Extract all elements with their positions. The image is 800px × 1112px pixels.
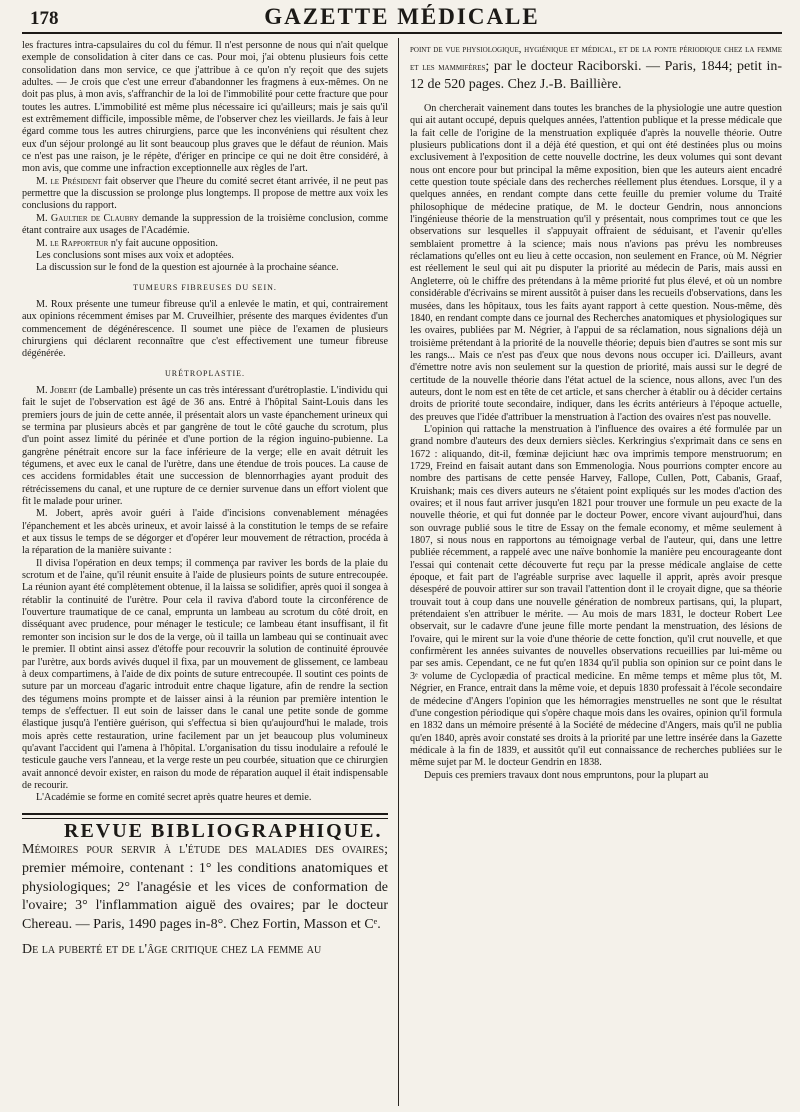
subheading: URÉTROPLASTIE. xyxy=(165,368,245,378)
page-header xyxy=(22,2,782,34)
speaker-name: M. le Rapporteur xyxy=(36,237,109,249)
column-divider xyxy=(398,38,399,1106)
paragraph: les fractures intra-capsulaires du col du fémur. Il n'est personne de nous qui n'ait quelque exemple de consolidation à citer dans ce cas. Pour moi, j'ai obtenu plusieurs fois cette consolidation dans mon service, ce que j'attribue à ce qu'on n'y reçoit que des sujets adultes. — Je crois que c'est une erreur d'abandonner les fragmens à eux-mêmes. On ne doit pas plus, à mon avis, s'affranchir de la loi de l'immobilité pour cette fracture que pour toutes les autres. L'immobilité est même plus nécessaire ici qu'ailleurs; mais je sais qu'il est extrêmement difficile, impossible même, de l'observer chez les vieillards. Je fais à leur égard comme tous les autres chirurgiens, parce que les inconvéniens qui résultent chez eux d'un séjour prolongé au lit sont beaucoup plus graves que le défaut de réunion. Mais ce n'est pas une raison, je le répète, d'ériger en principe ce qui ne doit être considéré, à mon avis, que comme une infraction exceptionnelle aux règles de l'art. xyxy=(22,40,388,175)
page-number: 178 xyxy=(30,8,59,29)
paragraph xyxy=(22,238,388,250)
speaker-name: M. le Président xyxy=(36,175,102,187)
paragraph: L'Académie se forme en comité secret après quatre heures et demie. xyxy=(36,792,312,804)
paragraph: Les conclusions sont mises aux voix et adoptées. xyxy=(36,249,234,261)
paragraph-text: demande la suppression de la troisième conclusion, comme étant contraire aux usages de l'Académie. xyxy=(22,212,388,237)
subheading: TUMEURS FIBREUSES DU SEIN. xyxy=(133,282,277,292)
section-title: REVUE BIBLIOGRAPHIQUE. xyxy=(64,819,383,842)
book-title: point de vue physiologique, hygiénique et médical, et de la ponte périodique chez la femme et les mammifères xyxy=(410,44,782,73)
paragraph: M. Jobert, après avoir guéri à l'aide d'incisions convenablement ménagées l'épanchement et les abcès urineux, et avoir laissé à la constitution le temps de se refaire et aux tissus le temps de se dégorger et d'opérer leur mouvement de rétraction, procéda à la réparation de la manière suivante : xyxy=(22,508,388,557)
book-entry xyxy=(22,841,388,935)
paragraph: L'opinion qui rattache la menstruation à l'influence des ovaires a été formulée par un grand nombre d'auteurs des deux derniers siècles. Kerkringius s'exprimait dans ce sens en 1672 : aliquando, dit-il, fœminæ dejiciunt hæc ova imprimis tempore menstruorum; en 1729, Freind en faisait autant dans son Emmenologia. Nous pourrions compter encore au nombre des partisans de cette pensée Harvey, Fallope, Cullen, Pott, Cabanis, Graaf, Kruishank; mais ces divers auteurs ne s'étaient point expliqués sur les modes d'action des ovaires; et il nous faut arriver jusqu'en 1821 pour trouver une formule un peu exacte de la nouvelle théorie, et qui fut donnée par le docteur Power, encore vivant aujourd'hui, dans son ouvrage publié sous le titre de Essay on the female economy, et même seulement à 1807, si nous nous en rapportons au témoignage verbal de l'auteur, qui, dans une lettre publiée récemment, a rappelé avec une naïve bonhomie la manière peu encourageante dont l'essai qui contenait cette découverte fut reçu par la presse médicale anglaise de cette époque, et fait part de l'agréable surprise avec laquelle il apprit, après avoir presque désespéré de pouvoir attirer sur son travail l'attention dont il le croyait digne, que sa théorie trouvait tout à coup dans une nouvelle génération de nombreux partisans, qui, la plupart, prétendaient s'en attribuer le mérite. — Au mois de mars 1831, le docteur Robert Lee observait, sur le cadavre d'une jeune fille morte pendant la menstruation, des lésions de l'ovaire, qui le mirent sur la voie d'une théorie de cette fonction, qu'il crut nouvelle, et que confirmèrent les années suivantes de nouvelles observations recueillies par lui-même ou par ses amis. Cependant, ce ne fut qu'en 1834 qu'il publia son opinion sur ce point dans le 3ᵉ volume de Cyclopædia of practical medicine. En même temps et même plus tôt, M. Négrier, en France, entrait dans la même voie, et depuis 1830 professait à l'école secondaire de médecine d'Angers l'opinion que les hémorragies menstruelles ne sont que le résultat d'une congestion périodique qui s'opère chaque mois dans les ovaires, opinion qu'il formula en 1832 dans un mémoire présenté à la Société de médecine d'Angers, mais qu'il ne publia qu'en 1840, après avoir constaté ses droits à la priorité par une lettre insérée dans la Gazette médicale à la fin de 1839, et aussitôt qu'il eut connaissance de recherches publiées sur le même sujet par M. le docteur Gendrin en 1838. xyxy=(410,423,782,769)
paragraph xyxy=(22,385,388,508)
paragraph: M. Roux présente une tumeur fibreuse qu'il a enlevée le matin, et qui, contrairement aux opinions récemment émises par M. Cruveilhier, présente des marques évidentes d'un commencement de dégénérescence. Il soumet une pièce de l'examen de plusieurs chirurgiens qui déclarent reconnaître que c'est effectivement une tumeur fibreuse dégénérée. xyxy=(22,298,388,360)
paragraph: Il divisa l'opération en deux temps; il commença par raviver les bords de la plaie du scrotum et de l'aine, qu'il réunit ensuite à l'aide de plusieurs points de suture entrecoupée. La réunion ayant été complètement obtenue, il la laissa se solidifier, après quoi il songea à rétablir la continuité de l'urètre. Pour cela il raviva d'abord toute la circonférence de l'ouverture traumatique de ce canal, emprunta un lambeau au scrotum du côté droit, en disséquant avec prudence, pour ménager le testicule; ce lambeau étant insuffisant, il fit remonter son incision sur le dos de la verge, où il tailla un lambeau qui se continuait avec le premier. Il obtint ainsi assez d'étoffe pour recouvrir la solution de continuité éprouvée par l'urètre, aux bords avivés duquel il fixa, par un mouvement de glissement, ce lambeau à deux compartimens, à l'aide de dix points de suture entrecoupée. Il soutint ces points de suture par un morceau d'agaric introduit entre chaque ligature, afin de rendre la section des tégumens moins prompte et de laisser ainsi à la réunion par première intention le temps de s'effectuer. Il eut soin de laisser dans le canal une petite sonde de gomme élastique jusqu'à l'entière guérison, qui s'effectua si bien qu'aujourd'hui le malade, trois mois après cette restauration, urine facilement par un jet beaucoup plus volumineux qu'avant l'accident qui l'amena à l'hôpital. L'organisation du tissu inodulaire a refoulé le testicule gauche vers l'anneau, et la verge reste un peu courbée, situation que ce chirurgien avait annoncé devoir exister, en raison du mode de réparation auquel il était indispensable de recourir. xyxy=(22,557,388,791)
section-divider xyxy=(22,813,388,815)
speaker-name: M. Gaultier de Claubry xyxy=(36,212,139,224)
left-column xyxy=(22,40,388,1108)
book-title: De la puberté et de l'âge critique chez la femme au xyxy=(22,941,322,957)
speaker-name: M. Jobert xyxy=(36,384,77,396)
paragraph xyxy=(22,176,388,213)
book-details: ; premier mémoire, contenant : 1° les conditions anatomiques et physiologiques; 2° l'anagésie et les vices de conformation de l'ovaire; 3° l'inflammation aiguë des ovaires; par le docteur Chereau. — Paris, 1490 pages in-8°. Chez Fortin, Masson et Cᵉ. xyxy=(22,841,388,933)
paragraph-text: fait observer que l'heure du comité secret étant arrivée, il ne peut pas permettre que la discussion se prolonge plus longtemps. Il propose de mettre aux voix les conclusions du rapport. xyxy=(22,175,388,212)
book-details: ; par le docteur Raciborski. — Paris, 1844; petit in-12 de 520 pages. Chez J.-B. Baillière. xyxy=(410,59,782,92)
paragraph: La discussion sur le fond de la question est ajournée à la prochaine séance. xyxy=(36,262,339,274)
masthead-title: GAZETTE MÉDICALE xyxy=(264,4,540,29)
paragraph-text: n'y fait aucune opposition. xyxy=(108,237,218,249)
paragraph: Depuis ces premiers travaux dont nous empruntons, pour la plupart au xyxy=(424,769,709,781)
paragraph: On chercherait vainement dans toutes les branches de la physiologie une autre question qui ait autant occupé, depuis quelques années, l'attention publique et la presse médicale que la fait celle de l'origine de la menstruation expliquée d'après la nouvelle théorie. Outre plusieurs publications dont il a déjà été question, et qui ont été destinées plus ou moins exclusivement à l'exposition de cette nouvelle doctrine, les deux volumes qui sont devant nous ont encore pour but principal la même exposition, bien que les auteurs aient encadré cette question toute spéciale dans des recherches réellement plus étendues. Lorsque, il y a quelques années, en rendant compte dans cette feuille du premier volume du Traité philosophique de médecine pratique, de M. le docteur Gendrin, nous annoncions l'ingénieuse théorie de la menstruation qu'il y présentait, nous comprimes tout ce que les observations sur lesquelles il s'appuyait offraient de séduisant, et l'avenir qu'elles semblaient promettre à la science; mais nous n'avions pas prévu les nombreuses réclamations qu'elles ont eu lieu à cette occasion, non seulement en France, où M. Négrier est réellement le seul qui ait pu disputer la priorité au médecin de Paris, mais aussi en Angleterre, où le chiffre des prétendans à la même priorité fut plus élevé, et où un nombre considérable d'écrivains se mirent aussitôt à puiser dans les recueils d'observations, dans les musées, dans les hôpitaux, tous les faits ayant rapport à cette question. Nous-même, dès 1840, en rendant compte dans ce journal des Recherches anatomiques et physiologiques sur les ovaires, publiées par M. Négrier, à l'appui de sa réclamation, nous signalions déjà un troisième prétendant à la priorité de la nouvelle théorie; depuis bien d'autres se sont mis sur les rangs... Mais ce n'est pas d'eux que nous devons nous occuper ici. D'ailleurs, avant d'émettre notre avis non seulement sur la question de priorité, mais aussi sur le degré de certitude de la nouvelle théorie dans l'état actuel de la science, nous allons, avec l'un des auteurs, dont le nom est en tête de cet article, et sans chercher à établir ou à décider certains droits de priorité toute secondaire, indiquer, dans les écrits antérieurs à l'époque actuelle, des preuves que l'idée d'attribuer la menstruation à l'action des ovaires n'est pas nouvelle. xyxy=(410,103,782,423)
paragraph xyxy=(22,213,388,238)
book-title: Mémoires pour servir à l'étude des maladies des ovaires xyxy=(22,841,385,857)
right-column xyxy=(410,40,782,1108)
book-entry xyxy=(410,40,782,93)
section-divider xyxy=(22,818,388,819)
paragraph-text: (de Lamballe) présente un cas très intéressant d'urétroplastie. L'individu qui fait le sujet de l'observation est âgé de 36 ans. Entré à l'hôpital Saint-Louis dans les premiers jours de juin de cette année, il présentait alors un vaste épanchement urineux qui se termina par plusieurs abcès et par gangrène de tout le côté gauche du scrotum, plus d'un point assez limité du périnée et d'une portion de la région inguino-pubienne. La gangrène pénétrait encore sur la face inférieure de la verge; elle en avait détruit les tégumens, et avec eux le canal de l'urètre, dans une étendue de trois pouces. La cause de ces accidens formidables était une succession de blennorrhagies ayant produit des rétrécissemens du canal, et une rupture de ce dernier survenue dans un effort violent que fit le malade pour uriner. xyxy=(22,384,388,508)
book-entry xyxy=(22,941,388,960)
